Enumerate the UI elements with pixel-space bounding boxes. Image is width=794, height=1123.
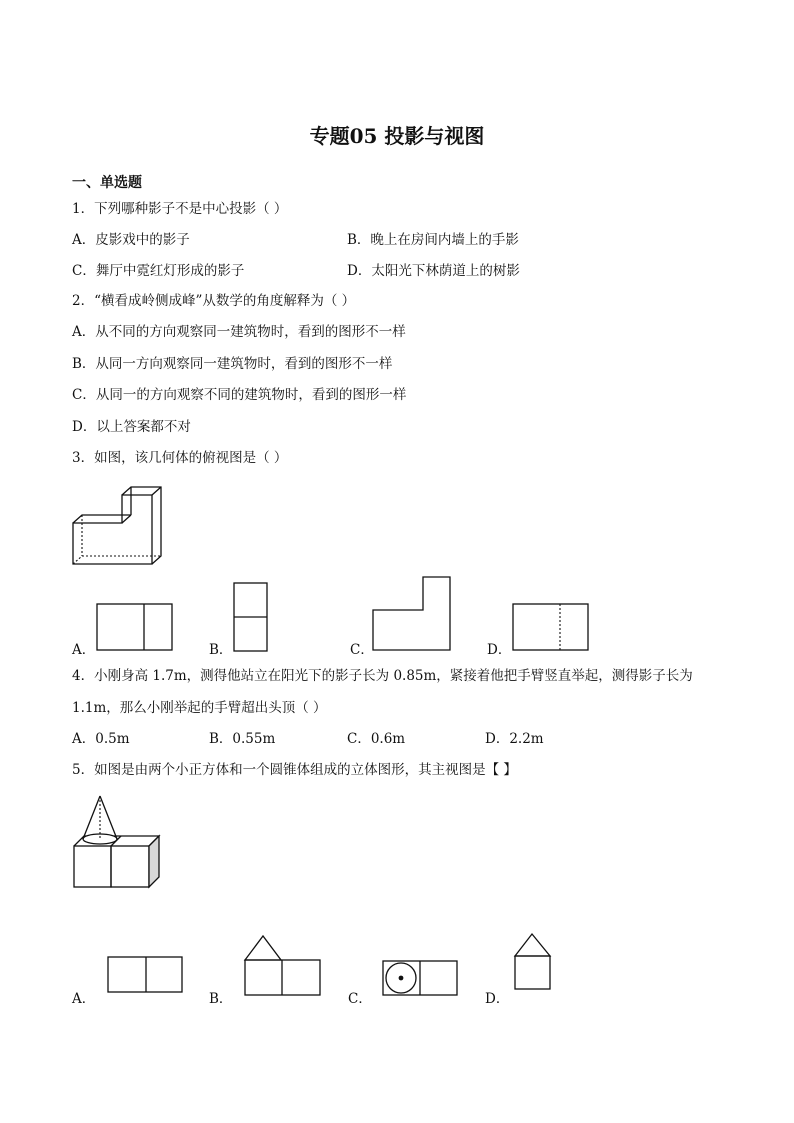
question-5-option-a[interactable]: A． — [72, 991, 96, 1007]
question-2-option-d[interactable]: D．以上答案都不对 — [72, 419, 191, 435]
question-4-option-a[interactable]: A．0.5m — [72, 731, 130, 747]
question-3-stem: 3．如图，该几何体的俯视图是（ ） — [72, 450, 288, 466]
question-4-option-b[interactable]: B．0.55m — [209, 731, 276, 747]
question-5-solid-figure — [72, 794, 167, 890]
question-2-option-a[interactable]: A．从不同的方向观察同一建筑物时，看到的图形不一样 — [72, 324, 406, 340]
question-3-solid-figure — [70, 478, 165, 568]
question-5-option-d[interactable]: D． — [485, 991, 510, 1007]
question-4-stem-line-1: 4．小刚身高 1.7m，测得他站立在阳光下的影子长为 0.85m，紧接着他把手臂竖直举起，测得影子长为 — [72, 668, 693, 684]
question-3-option-d[interactable]: D． — [487, 642, 512, 658]
question-5-stem: 5．如图是由两个小正方体和一个圆锥体组成的立体图形，其主视图是【 】 — [72, 762, 517, 778]
question-5-option-c[interactable]: C． — [348, 991, 372, 1007]
question-5-option-b-figure[interactable] — [244, 934, 322, 998]
question-2-option-b[interactable]: B．从同一方向观察同一建筑物时，看到的图形不一样 — [72, 356, 393, 372]
question-4-option-d[interactable]: D．2.2m — [485, 731, 544, 747]
question-1-option-b[interactable]: B．晚上在房间内墙上的手影 — [347, 232, 519, 248]
question-3-option-a[interactable]: A． — [72, 642, 96, 658]
section-heading: 一、单选题 — [72, 175, 142, 191]
question-5-option-a-figure[interactable] — [107, 956, 185, 996]
question-3-option-c-figure[interactable] — [372, 576, 452, 652]
question-2-option-c[interactable]: C．从同一的方向观察不同的建筑物时，看到的图形一样 — [72, 387, 407, 403]
question-3-option-c[interactable]: C． — [350, 642, 374, 658]
question-3-option-b[interactable]: B． — [209, 642, 233, 658]
question-3-option-b-figure[interactable] — [233, 582, 269, 653]
question-4-stem-line-2: 1.1m，那么小刚举起的手臂超出头顶（ ） — [72, 700, 327, 716]
question-2-stem: 2．“横看成岭侧成峰”从数学的角度解释为（ ） — [72, 293, 356, 309]
question-4-option-c[interactable]: C．0.6m — [347, 731, 406, 747]
question-1-stem: 1．下列哪种影子不是中心投影（ ） — [72, 201, 288, 217]
page-title: 专题05 投影与视图 — [309, 124, 485, 148]
question-1-option-d[interactable]: D．太阳光下林荫道上的树影 — [347, 263, 520, 279]
question-3-option-a-figure[interactable] — [96, 603, 174, 653]
question-1-option-c[interactable]: C．舞厅中霓红灯形成的影子 — [72, 263, 245, 279]
question-5-option-d-figure[interactable] — [514, 932, 554, 992]
question-1-option-a[interactable]: A．皮影戏中的影子 — [72, 232, 190, 248]
question-3-option-d-figure[interactable] — [512, 603, 590, 653]
question-5-option-c-figure[interactable] — [382, 960, 460, 998]
question-5-option-b[interactable]: B． — [209, 991, 233, 1007]
